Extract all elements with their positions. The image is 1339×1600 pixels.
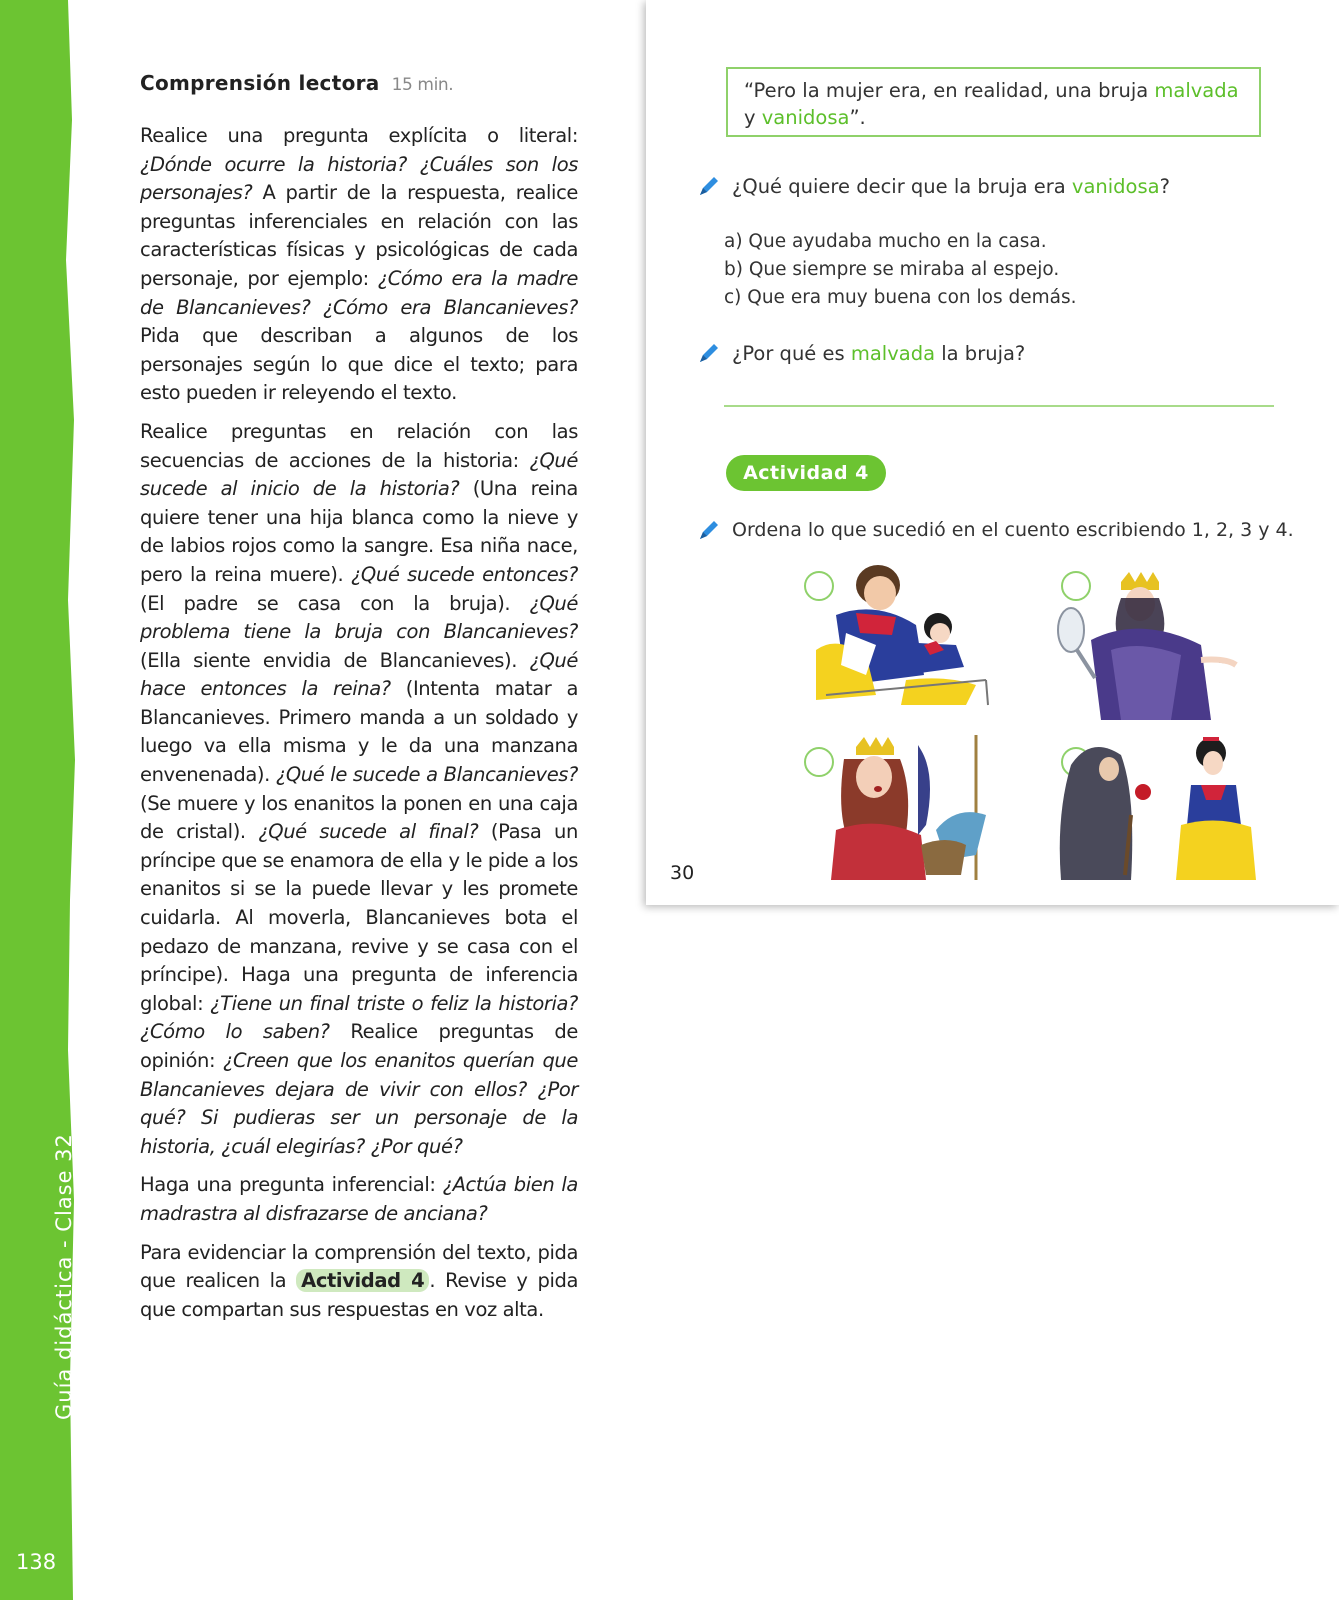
workbook-page-number: 30	[670, 862, 695, 884]
question-vanidosa: ¿Qué quiere decir que la bruja era vanidosa?	[696, 173, 1170, 199]
answer-options	[724, 228, 1076, 312]
section-title: Comprensión lectora	[140, 71, 380, 95]
sidebar-title: Guía didáctica - Clase 32	[52, 1133, 76, 1420]
prince-snow-white-illustration	[806, 555, 996, 710]
workbook-page	[646, 0, 1339, 905]
order-instruction: Ordena lo que sucedió en el cuento escribiendo 1, 2, 3 y 4.	[696, 517, 1294, 543]
paragraph-sequence-questions: Realice preguntas en relación con las secuencias de acciones de la historia: ¿Qué sucede al inicio de la historia? (Una reina quiere tener una hija blanca como la nieve y de labios rojos como la sangre. Esa niña nace, pero la reina muere). ¿Qué sucede entonces? (El padre se casa con la bruja). ¿Qué problema tiene la bruja con Blancanieves? (Ella siente envidia de Blancanieves). ¿Qué hace entonces la reina? (Intenta matar a Blancanieves. Primero manda a un soldado y luego va ella misma y le da una manzana envenenada). ¿Qué le sucede a Blancanieves? (Se muere y los enanitos la ponen en una caja de cristal). ¿Qué sucede al final? (Pasa un príncipe que se enamora de ella y le pide a los enanitos si se la puede llevar y les promete cuidarla. Al moverla, Blancanieves bota el pedazo de manzana, revive y se casa con el príncipe). Haga una pregunta de inferencia global: ¿Tiene un final triste o feliz la historia? ¿Cómo lo saben? Realice preguntas de opinión: ¿Creen que los enanitos querían que Blancanieves dejara de vivir con ellos? ¿Por qué? Si pudieras ser un personaje de la historia, ¿cuál elegirías? ¿Por qué?	[140, 419, 579, 1158]
page-number: 138	[16, 1550, 57, 1574]
section-time: 15 min.	[391, 75, 454, 95]
paragraph-inferential-question: Haga una pregunta inferencial: ¿Actúa bien la madrastra al disfrazarse de anciana?	[140, 1173, 578, 1225]
crying-queen-illustration	[826, 735, 996, 880]
paragraph-literal-questions: Realice una pregunta explícita o literal: ¿Dónde ocurre la historia? ¿Cuáles son los personajes? A partir de la respuesta, realice preguntas inferenciales en relación con las características físicas y psicológicas de cada personaje, por ejemplo: ¿Cómo era la madre de Blancanieves? ¿Cómo era Blancanieves? Pida que describan a algunos de los personajes según lo que dice el texto; para esto pueden ir releyendo el texto.	[140, 124, 578, 405]
option-b[interactable]: b) Que siempre se miraba al espejo.	[724, 259, 1060, 280]
pencil-icon	[696, 173, 722, 199]
paragraph-activity-instruction: Para evidenciar la comprensión del texto, pida que realicen la Actividad 4 . Revise y pida que compartan sus respuestas en voz alta.	[140, 1240, 578, 1321]
guide-text-column	[140, 70, 578, 1334]
queen-mirror-illustration	[1051, 570, 1261, 720]
answer-line[interactable]	[724, 405, 1274, 407]
witch-apple-illustration	[1051, 735, 1261, 880]
section-header	[140, 70, 578, 98]
activity-label: Actividad 4	[726, 455, 886, 491]
pencil-icon	[696, 517, 722, 543]
quote-box: “Pero la mujer era, en realidad, una bruja malvada y vanidosa”.	[726, 67, 1261, 137]
option-a[interactable]: a) Que ayudaba mucho en la casa.	[724, 231, 1047, 252]
question-malvada: ¿Por qué es malvada la bruja?	[696, 340, 1025, 366]
pencil-icon	[696, 340, 722, 366]
activity-highlight: Actividad 4	[296, 1269, 429, 1292]
option-c[interactable]: c) Que era muy buena con los demás.	[724, 287, 1077, 308]
